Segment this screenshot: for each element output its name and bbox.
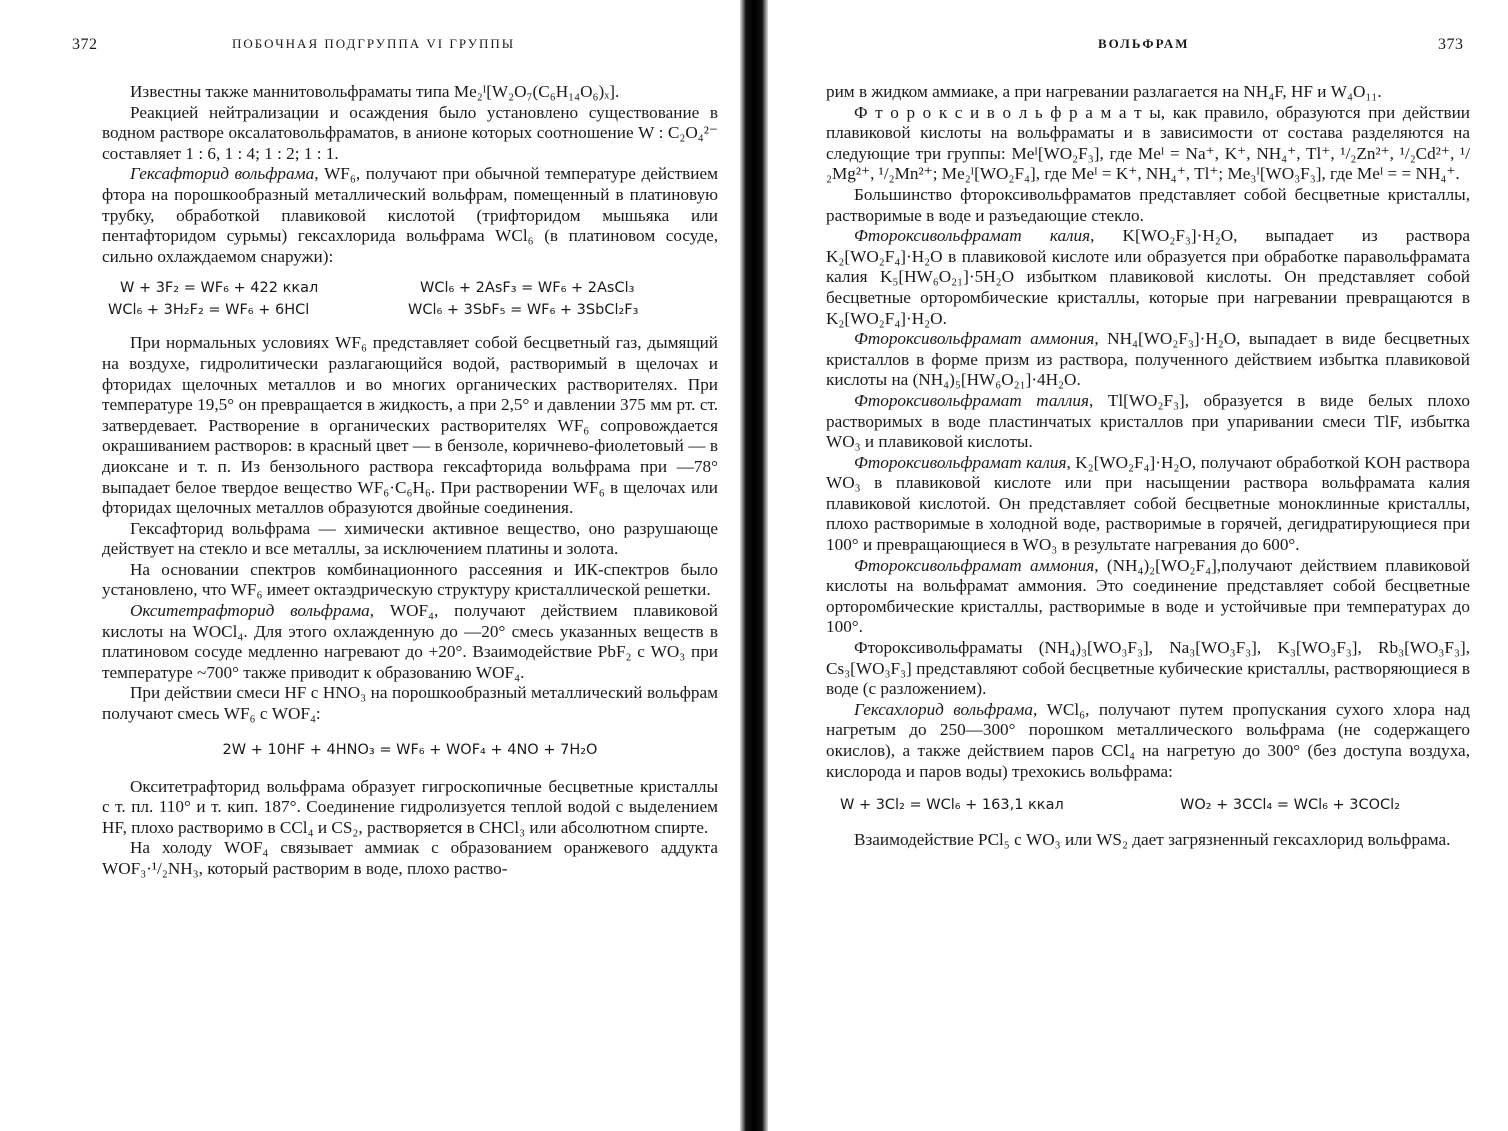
term: Фтороксивольфрамат аммония [854,555,1095,575]
paragraph: Окситетрафторид вольфрама, WOF₄, получают действием плавиковой кислоты на WOCl₄. Для этого охлажденную до —20° смесь указанных веществ в платиновом сосуде медленно нагревают до +20°. Взаимодействие PbF₂ с WO₃ при температуре ~700° также приводит к образованию WOF₄. [102,601,718,682]
equation: W + 3F₂ = WF₆ + 422 ккал [120,280,319,297]
paragraph: рим в жидком аммиаке, а при нагревании разлагается на NH₄F, HF и W₄O₁₁. [826,82,1382,101]
equation: WCl₆ + 2AsF₃ = WF₆ + 2AsCl₃ [420,280,635,297]
term: Фтороксивольфрамат калия [854,452,1067,472]
paragraph: При нормальных условиях WF₆ представляет собой бесцветный газ, дымящий на воздухе, гидролитически разлагающийся водой, растворимый в щелочах и фторидах щелочных металлов и во многих органических растворителях. При температуре 19,5° он превращается в жидкость, а при 2,5° и давлении 375 мм рт. ст. затвердевает. Растворение в органических растворителях WF₆ сопровождается окрашиванием растворов: в красный цвет — в бензоле, коричнево-фиолетовый — в диоксане и т. п. Из бензольного раствора гексафторида вольфрама при —78° выпадает белое твердое вещество WF₆·C₆H₆. При растворении WF₆ в щелочах или фторидах щелочных металлов образуются двойные соединения. [102,333,718,518]
paragraph: Фтороксивольфрамат калия, K₂[WO₂F₄]·H₂O, получают обработкой KOH раствора WO₃ в плавиковой кислоте или при насыщении раствора вольфрамата калия плавиковой кислотой. Он представляет собой бесцветные моноклинные кристаллы, плохо растворимые в холодной воде, растворимые в горячей, дегидратирующиеся при 100° и превращающиеся в WO₃ в результате нагревания до 600°. [826,452,1470,555]
equation: WCl₆ + 3H₂F₂ = WF₆ + 6HCl [108,302,310,319]
term: Фтороксивольфрамат таллия [854,390,1090,410]
left-page [0,0,740,1131]
equation: W + 3Cl₂ = WCl₆ + 163,1 ккал [840,797,1064,814]
paragraph: Взаимодействие PCl₅ с WO₃ или WS₂ дает загрязненный гексахлорид вольфрама. [854,830,1451,850]
paragraph: Фтороксивольфрамат аммония, NH₄[WO₂F₃]·H₂O, выпадает в виде бесцветных кристаллов в форме призм из раствора, полученного действием избытка плавиковой кислоты на (NH₄)₅[HW₆O₂₁]·4H₂O. [826,329,1470,390]
paragraph: На холоду WOF₄ связывает аммиак с образованием оранжевого аддукта WOF₃·¹/₂NH₃, который растворим в воде, плохо раство- [102,838,718,878]
right-page-text [826,82,1470,851]
paragraph: Гексафторид вольфрама — химически активное вещество, оно разрушающе действует на стекло и все металлы, за исключением платины и золота. [102,518,718,559]
paragraph: Гексахлорид вольфрама, WCl₆, получают путем пропускания сухого хлора над нагретым до 250—300° порошком металлического вольфрама (не содержащего окислов), а также действием паров CCl₄ на нагретую до 300° (без доступа воздуха, кислорода и паров воды) трехокись вольфрама: [826,699,1470,781]
book-spine [740,0,768,1131]
term: Окситетрафторид вольфрама [130,601,370,621]
paragraph: Известны также маннитовольфраматы типа Me₂ᴵ[W₂O₇(C₆H₁₄O₆)ₓ]. [130,82,620,101]
paragraph: Ф т о р о к с и в о л ь ф р а м а т ы, как правило, образуются при действии плавиковой кислоты на вольфраматы и в зависимости от состава разделяются на следующие три группы: Meᴵ[WO₂F₃], где Meᴵ = Na⁺, K⁺, NH₄⁺, Tl⁺, ¹/₂Zn²⁺, ¹/₂Cd²⁺, ¹/₂Mg²⁺, ¹/₂Mn²⁺; Me₂ᴵ[WO₂F₄], где Meᴵ = K⁺, NH₄⁺, Tl⁺; Me₃ᴵ[WO₃F₃], где Meᴵ = = NH₄⁺. [826,102,1470,184]
page-number-left: 372 [72,36,98,53]
equation-block [102,277,718,321]
equation: WCl₆ + 3SbF₅ = WF₆ + 3SbCl₂F₃ [408,302,639,319]
term: Гексафторид вольфрама [130,164,315,184]
page-number-right: 373 [1438,36,1464,53]
paragraph: Большинство фтороксивольфраматов представляет собой бесцветные кристаллы, растворимые в воде и разъедающие стекло. [826,184,1470,225]
paragraph: Реакцией нейтрализации и осаждения было установлено существование в водном растворе оксалатовольфраматов, в анионе которых соотношение W : C₂O₄²⁻ составляет 1 : 6, 1 : 4; 1 : 2; 1 : 1. [102,102,718,163]
paragraph: Фтороксивольфрамат таллия, Tl[WO₂F₃], образуется в виде белых плохо растворимых в воде пластинчатых кристаллов при упаривании смеси TlF, избытка WO₃ и плавиковой кислоты. [826,390,1470,452]
paragraph: Фтороксивольфрамат аммония, (NH₄)₂[WO₂F₄],получают действием плавиковой кислоты на вольфрамат аммония. Это соединение представляет собой бесцветные орторомбические кристаллы, растворимые в воде и устойчивые при температурах до 100°. [826,555,1470,637]
paragraph: Фтороксивольфраматы (NH₄)₃[WO₃F₃], Na₃[WO₃F₃], K₃[WO₃F₃], Rb₃[WO₃F₃], Cs₃[WO₃F₃] представляют собой бесцветные кубические кристаллы, растворяющиеся в воде (с разложением). [826,638,1470,699]
paragraph: При действии смеси HF с HNO₃ на порошкообразный металлический вольфрам получают смесь WF₆ с WOF₄: [102,683,718,724]
running-head-left: ПОБОЧНАЯ ПОДГРУППА VI ГРУППЫ [232,36,516,51]
paragraph: Фтороксивольфрамат калия, K[WO₂F₃]·H₂O, выпадает из раствора K₂[WO₂F₄]·H₂O в плавиковой кислоте или образуется при обработке паравольфрамата калия K₅[HW₆O₂₁]·5H₂O избытком плавиковой кислоты. Он представляет собой бесцветные орторомбические кристаллы, которые при нагревании превращаются в K₂[WO₂F₄]·H₂O. [826,226,1470,328]
equation: WO₂ + 3CCl₄ = WCl₆ + 3COCl₂ [1180,797,1401,814]
left-page-text [102,82,718,880]
paragraph: На основании спектров комбинационного рассеяния и ИК-спектров было установлено, что WF₆ имеет октаэдрическую структуру кристаллической решетки. [102,559,718,600]
equation: 2W + 10HF + 4HNO₃ = WF₆ + WOF₄ + 4NO + 7H₂O [222,741,598,758]
right-page [768,0,1508,1131]
equation-block [826,794,1470,816]
term: Фтороксивольфрамат калия [854,226,1091,246]
term: Фтороксивольфрамат аммония [854,329,1095,349]
running-head-right: ВОЛЬФРАМ [1098,36,1190,51]
paragraph: Окситетрафторид вольфрама образует гигроскопичные бесцветные кристаллы с т. пл. 110° и т. кип. 187°. Соединение гидролизуется теплой водой с выделением HF, плохо растворимо в CCl₄ и CS₂, растворяется в CHCl₃ или абсолютном спирте. [102,776,718,837]
term: Гексахлорид вольфрама [854,699,1033,719]
term: Ф т о р о к с и в о л ь ф р а м а т ы [854,102,1161,122]
paragraph: Гексафторид вольфрама, WF₆, получают при обычной температуре действием фтора на порошкообразный металлический вольфрам, помещенный в платиновую трубку, обработкой плавиковой кислотой (трифторидом мышьяка или пентафторидом сурьмы) гексахлорида вольфрама WCl₆ (в платиновом сосуде, сильно охлаждаемом снаружи): [102,164,718,266]
